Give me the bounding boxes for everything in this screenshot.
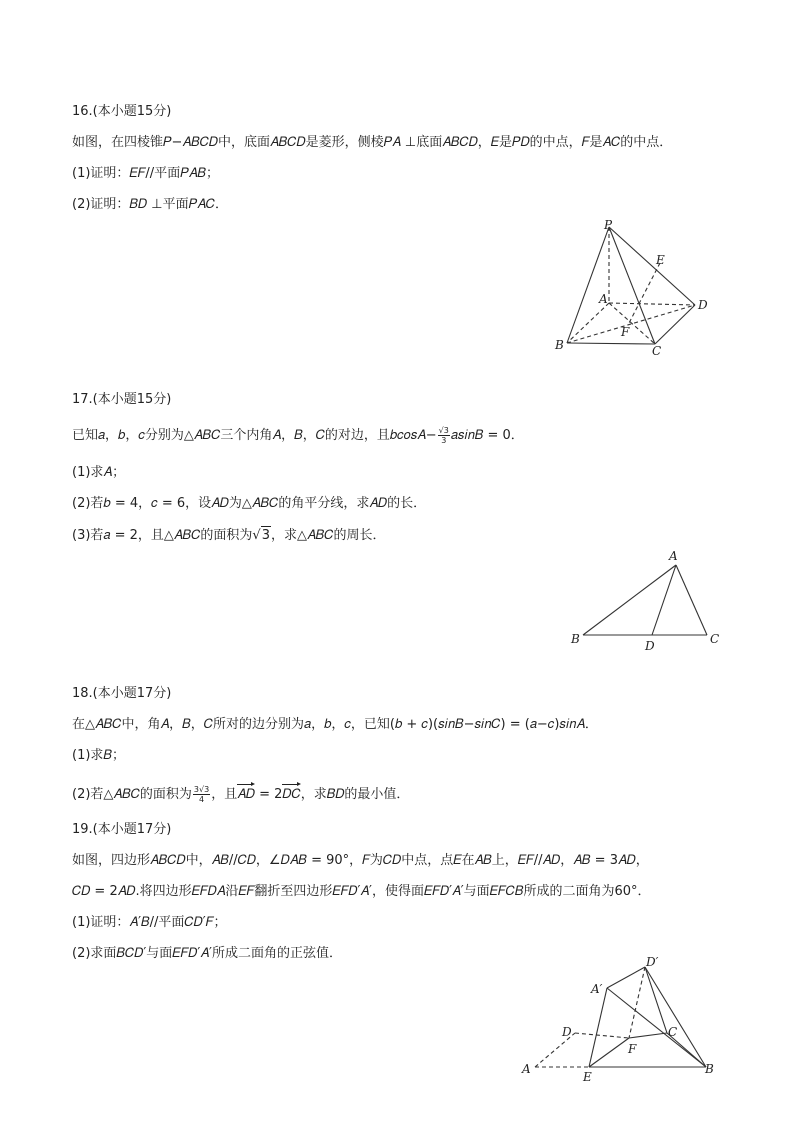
q18-header: 18.(本小题17分) xyxy=(72,686,172,701)
bisector-AD xyxy=(652,565,676,635)
q17-stem-text: 已知𝑎，𝑏，𝑐分别为△𝐴𝐵𝐶三个内角𝐴，𝐵，𝐶的对边，且𝑏𝑐𝑜𝑠𝐴− xyxy=(72,428,437,443)
diag-AC xyxy=(609,303,655,344)
edge-A1E xyxy=(589,988,607,1067)
edge-PD xyxy=(609,227,695,305)
q16-part2: (2)证明：𝐵𝐷 ⊥平面𝑃𝐴𝐶． xyxy=(72,197,228,212)
label-C: C xyxy=(710,632,720,646)
label-D: D xyxy=(562,1025,572,1039)
q18-stem: 在△𝐴𝐵𝐶中，角𝐴，𝐵，𝐶所对的边分别为𝑎，𝑏，𝑐，已知(𝑏 + 𝑐)(𝑠𝑖𝑛𝐵−𝑠𝑖𝑛𝐶) = (𝑎−𝑐)𝑠𝑖𝑛𝐴． xyxy=(72,717,598,732)
q17-fraction xyxy=(438,426,450,445)
q19-part2: (2)求面𝐵𝐶𝐷′与面𝐸𝐹𝐷′𝐴′所成二面角的正弦值． xyxy=(72,946,342,961)
label-B: B xyxy=(555,338,564,352)
label-C: C xyxy=(668,1025,678,1039)
q18-fraction xyxy=(193,785,210,804)
q18-frac-num: 3√3 xyxy=(193,785,210,794)
edge-FC xyxy=(629,1033,667,1038)
label-A: A xyxy=(599,292,608,306)
label-B: B xyxy=(705,1062,714,1076)
q18-part2-mid: ，且 xyxy=(211,787,238,802)
q16-part1: (1)证明：𝐸𝐹//平面𝑃𝐴𝐵； xyxy=(72,166,220,181)
q17-frac-den: 3 xyxy=(441,436,447,445)
q17-part3-tail: ，求△𝐴𝐵𝐶的周长． xyxy=(271,528,386,543)
q18-equals: = 2 xyxy=(254,787,283,802)
label-D: D xyxy=(645,639,655,653)
q17-part3-text: (3)若𝑎 = 2，且△𝐴𝐵𝐶的面积为 xyxy=(72,528,253,543)
label-A: A xyxy=(669,549,678,563)
edge-PB xyxy=(567,227,609,343)
q18-part2-text: (2)若△𝐴𝐵𝐶的面积为 xyxy=(72,787,192,802)
q17-part3 xyxy=(72,526,386,545)
edge-AD xyxy=(609,303,695,305)
label-E: E xyxy=(656,253,665,267)
label-F: F xyxy=(621,325,630,339)
edge-D1C xyxy=(645,967,667,1033)
q16-pyramid-figure xyxy=(550,215,720,360)
edge-DC xyxy=(575,1033,629,1038)
label-D-prime: D′ xyxy=(646,955,659,969)
q18-vector-DC: 𝐷𝐶 xyxy=(282,787,301,802)
q17-triangle-figure xyxy=(560,545,735,660)
label-D: D xyxy=(698,298,708,312)
q18-part2 xyxy=(72,785,409,804)
edge-D1F xyxy=(629,967,645,1038)
q17-part1: (1)求𝐴； xyxy=(72,465,126,480)
edge-D1B xyxy=(645,967,706,1067)
q17-part2: (2)若𝑏 = 4，𝑐 = 6，设𝐴𝐷为△𝐴𝐵𝐶的角平分线，求𝐴𝐷的长． xyxy=(72,496,427,511)
q18-part1: (1)求𝐵； xyxy=(72,748,126,763)
q16-header: 16.(本小题15分) xyxy=(72,104,172,119)
q17-stem-tail: 𝑎𝑠𝑖𝑛𝐵 = 0． xyxy=(450,428,524,443)
q17-stem xyxy=(72,426,524,445)
label-A-prime: A′ xyxy=(591,982,603,996)
q17-sqrt-radicand: 3 xyxy=(261,528,270,543)
q18-vector-AD: 𝐴𝐷 xyxy=(237,787,255,802)
label-A: A xyxy=(522,1062,531,1076)
side-AC xyxy=(676,565,707,635)
q19-stem-line2: 𝐶𝐷 = 2𝐴𝐷.将四边形𝐸𝐹𝐷𝐴沿𝐸𝐹翻折至四边形𝐸𝐹𝐷′𝐴′，使得面𝐸𝐹𝐷′𝐴′与面𝐸𝐹𝐶𝐵所成的二面角为60°． xyxy=(72,884,651,899)
label-F: F xyxy=(628,1042,637,1056)
q19-stem-line1: 如图，四边形𝐴𝐵𝐶𝐷中，𝐴𝐵//𝐶𝐷，∠𝐷𝐴𝐵 = 90°，𝐹为𝐶𝐷中点，点𝐸在𝐴𝐵上，𝐸𝐹//𝐴𝐷，𝐴𝐵 = 3𝐴𝐷， xyxy=(72,853,649,868)
q18-frac-den: 4 xyxy=(199,795,205,804)
q19-fold-figure xyxy=(515,950,730,1085)
q16-stem: 如图，在四棱锥𝑃−𝐴𝐵𝐶𝐷中，底面𝐴𝐵𝐶𝐷是菱形，侧棱𝑃𝐴 ⊥底面𝐴𝐵𝐶𝐷，𝐸是𝑃𝐷的中点，𝐹是𝐴𝐶的中点． xyxy=(72,135,673,150)
label-C: C xyxy=(652,344,662,358)
q17-sqrt-sign: √ xyxy=(252,528,261,543)
q17-header: 17.(本小题15分) xyxy=(72,392,172,407)
q17-frac-num: √3 xyxy=(438,426,449,435)
label-B: B xyxy=(571,632,580,646)
side-AB xyxy=(583,565,676,635)
q18-part2-tail: ，求𝐵𝐷的最小值． xyxy=(300,787,410,802)
edge-BC xyxy=(567,343,655,344)
q19-header: 19.(本小题17分) xyxy=(72,822,172,837)
label-P: P xyxy=(604,218,613,232)
edge-A1D1 xyxy=(607,967,645,988)
q19-part1: (1)证明：𝐴′𝐵//平面𝐶𝐷′𝐹； xyxy=(72,915,227,930)
edge-PC xyxy=(609,227,655,344)
label-E: E xyxy=(583,1070,592,1084)
